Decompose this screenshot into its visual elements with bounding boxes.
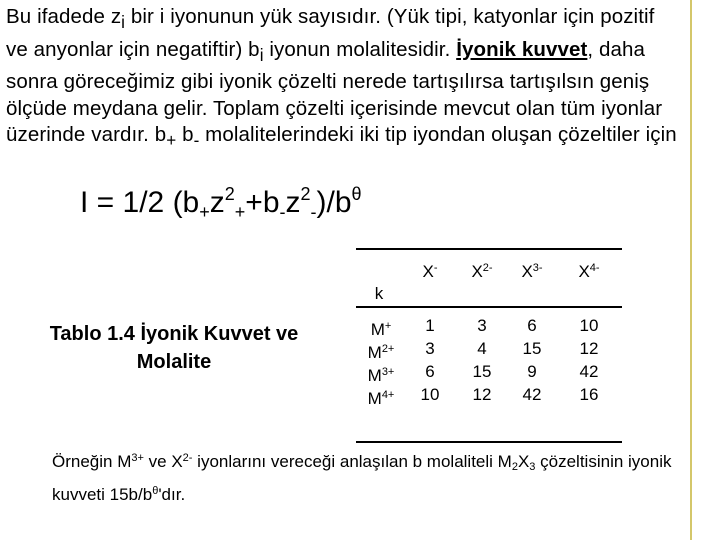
table-cell: 6 [425, 362, 435, 381]
col-header: X- [422, 262, 438, 281]
col-header: $X^{4-}$ [578, 262, 600, 281]
row-header: $M^{2+}$ [367, 343, 395, 362]
table-cell: 6 [527, 316, 537, 335]
table-cell: 12 [579, 339, 599, 358]
table-bottom-rule [356, 441, 622, 443]
table-cell: 15 [472, 362, 492, 381]
col-header: $X^{3-}$ [521, 262, 543, 281]
row-header: $M^{4+}$ [367, 389, 395, 408]
table-top-rule [356, 248, 622, 250]
example-note: Örneğin $M^{3+}$ ve $X^{2-}$ iyonlarını vereceği anlaşılan b molaliteli $M_2X_3$ çözeltisinin iyonik kuvveti $15b/b^\theta'dır$. [52, 452, 672, 504]
table-cell: 3 [477, 316, 487, 335]
table-cell: 15 [522, 339, 542, 358]
row-header: M+ [370, 320, 392, 339]
table-cell: 42 [522, 385, 542, 404]
table-cell: 4 [477, 339, 487, 358]
body-paragraph: Bu ifadede $z_i$ bir i iyonunun yük sayısıdır. (Yük tipi, katyonlar için pozitif ve anyonlar için negatiftir) $b_i$ iyonun molalitesidir. İyonik kuvvet, daha sonra göreceğimiz gibi iyonik çözelti nerede tartışılırsa tartışılsın geniş ölçüde meydana gelir. Toplam çözelti içerisinde mevcut olan tüm iyonlar üzerinde vardır. $b_+$ $b_-$ molalitelerindeki iki tip iyondan oluşan çözeltiler için [6, 5, 677, 151]
table-cell: 9 [527, 362, 537, 381]
table-cell: 10 [420, 385, 440, 404]
table-cell: 1 [425, 316, 435, 335]
table-caption: Tablo 1.4 İyonik Kuvvet ve Molalite [49, 323, 299, 373]
slide-accent-line [690, 0, 692, 540]
table-cell: 10 [579, 316, 599, 335]
table-cell: 16 [579, 385, 599, 404]
table-cell: 42 [579, 362, 599, 381]
col-header: $X^{2-}$ [471, 262, 493, 281]
table-header-rule [356, 306, 622, 308]
row-header: $M^{3+}$ [367, 366, 395, 385]
table-corner-label: k [374, 284, 384, 303]
table-cell: 12 [472, 385, 492, 404]
table-cell: 3 [425, 339, 435, 358]
ionic-strength-formula: I = 1/2 $(b_+z^2_++b_-z^2_-)/b^\theta$ [80, 184, 362, 222]
ionic-strength-term: İyonik kuvvet [456, 37, 588, 61]
